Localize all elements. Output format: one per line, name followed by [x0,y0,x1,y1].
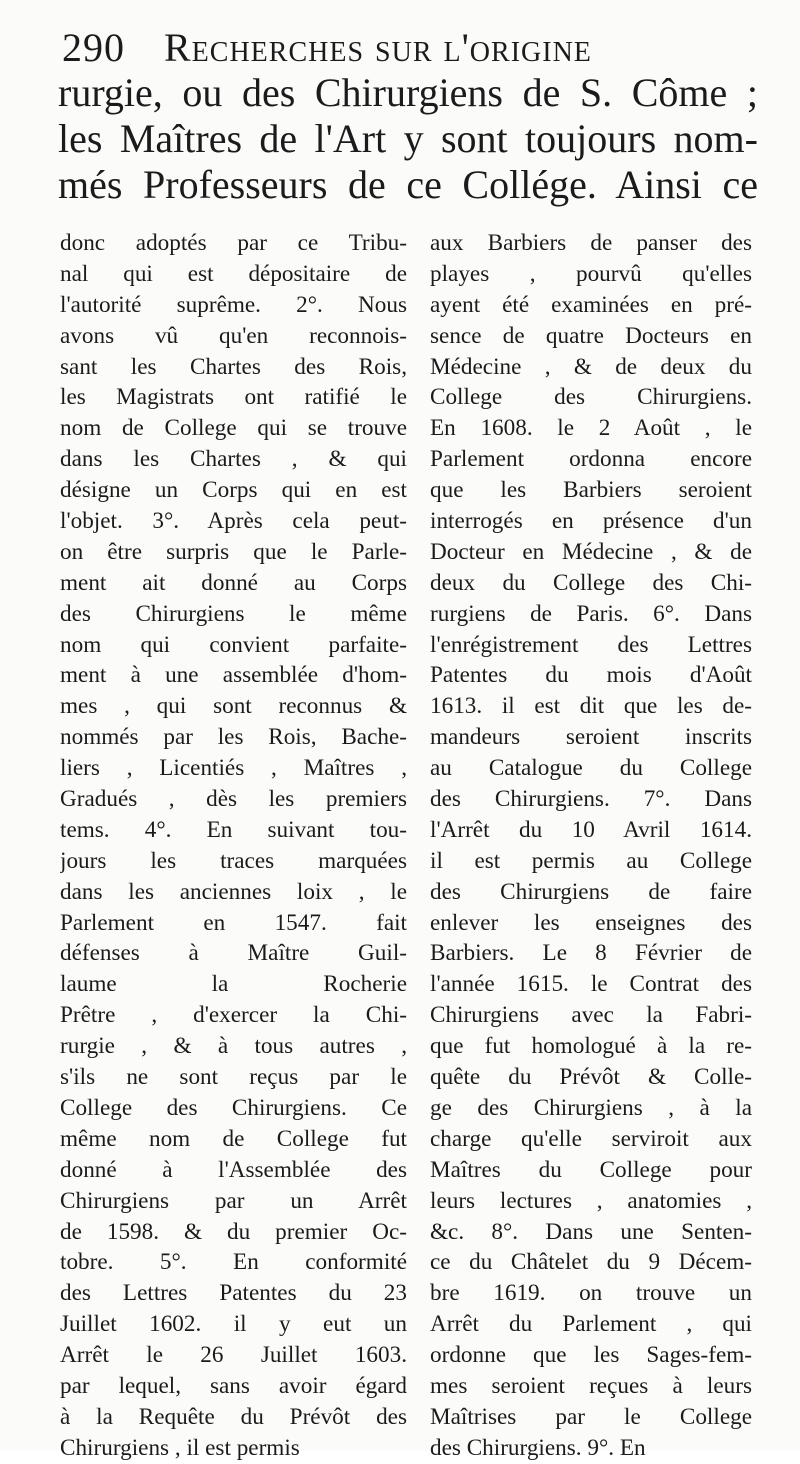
text-line: Gradués , dès les premiers [60,786,407,813]
text-line: Arrêt du Parlement , qui [430,1311,752,1338]
page-header [62,25,762,70]
text-line: donc adoptés par ce Tribu- [60,230,407,256]
text-line: à la Requête du Prévôt des [60,1403,407,1430]
text-line: les Maîtres de l'Art y sont toujours nom- [58,116,758,161]
continued-paragraph [58,70,758,208]
text-line: playes , pourvû qu'elles [430,260,752,287]
text-line: dans les Chartes , & qui [60,446,407,473]
text-line: les Magistrats ont ratifié le [60,384,407,411]
text-line: que les Barbiers seroient [430,477,752,504]
text-line: des Chirurgiens. 9°. En [430,1434,646,1461]
text-line: tems. 4°. En suivant tou- [60,816,407,843]
running-head: Recherches sur l'origine [164,25,592,70]
text-line: Chirurgiens par un Arrêt [60,1187,407,1214]
column-gutter [418,230,419,1410]
text-line: ordonne que les Sages-fem- [430,1342,752,1369]
text-line: mes seroient reçues à leurs [430,1372,752,1399]
text-line: deux du College des Chi- [430,569,752,596]
text-line: Parlement en 1547. fait [60,909,407,936]
text-line: l'année 1615. le Contrat des [430,971,752,998]
text-line: de 1598. & du premier Oc- [60,1218,407,1245]
text-line: Prêtre , d'exercer la Chi- [60,1002,407,1029]
text-line: mes , qui sont reconnus & [60,693,407,720]
text-line: En 1608. le 2 Août , le [430,415,752,442]
text-line: Patentes du mois d'Août [430,662,752,689]
text-line: aux Barbiers de panser des [430,230,752,256]
text-line: jours les traces marquées [60,847,407,874]
text-line: Médecine , & de deux du [430,353,752,380]
text-line: s'ils ne sont reçus par le [60,1064,407,1091]
text-line: l'Arrêt du 10 Avril 1614. [430,816,752,843]
text-line: Barbiers. Le 8 Février de [430,940,752,967]
text-line: même nom de College fut [60,1125,407,1152]
text-line: rurgie, ou des Chirurgiens de S. Côme ; [58,70,758,115]
text-line: que fut homologué à la re- [430,1033,752,1060]
text-line: il est permis au College [430,847,752,874]
text-line: Docteur en Médecine , & de [430,538,752,565]
text-line: on être surpris que le Parle- [60,538,407,565]
text-line: Juillet 1602. il y eut un [60,1311,407,1338]
text-line: &c. 8°. Dans une Senten- [430,1218,752,1245]
text-line: par lequel, sans avoir égard [60,1372,407,1399]
text-line: ment ait donné au Corps [60,569,407,596]
text-line: Maîtrises par le College [430,1403,752,1430]
text-line: l'objet. 3°. Après cela peut- [60,508,407,535]
text-line: 1613. il est dit que les de- [430,693,752,720]
text-line: des Chirurgiens le même [60,600,407,627]
text-line: charge qu'elle serviroit aux [430,1125,752,1152]
text-line: tobre. 5°. En conformité [60,1249,407,1276]
text-line: nom de College qui se trouve [60,415,407,442]
page-number: 290 [62,25,125,70]
text-line: College des Chirurgiens. Ce [60,1094,407,1121]
text-line: des Chirurgiens de faire [430,878,752,905]
text-line: rurgiens de Paris. 6°. Dans [430,600,752,627]
text-line: interrogés en présence d'un [430,508,752,535]
text-line: avons vû qu'en reconnois- [60,322,407,349]
text-line: désigne un Corps qui en est [60,477,407,504]
text-line: Chirurgiens avec la Fabri- [430,1002,752,1029]
text-line: nal qui est dépositaire de [60,260,407,287]
text-line: quête du Prévôt & Colle- [430,1064,752,1091]
text-line: donné à l'Assemblée des [60,1156,407,1183]
text-line: sant les Chartes des Rois, [60,353,407,380]
text-line: College des Chirurgiens. [430,384,752,411]
text-line: des Chirurgiens. 7°. Dans [430,786,752,813]
left-column [60,228,407,1464]
text-line: l'autorité suprême. 2°. Nous [60,291,407,318]
text-line: dans les anciennes loix , le [60,878,407,905]
text-line: ayent été examinées en pré- [430,291,752,318]
text-line: ge des Chirurgiens , à la [430,1094,752,1121]
text-line: bre 1619. on trouve un [430,1280,752,1307]
text-line: nommés par les Rois, Bache- [60,724,407,751]
text-line: mandeurs seroient inscrits [430,724,752,751]
text-line: au Catalogue du College [430,755,752,782]
text-line: enlever les enseignes des [430,909,752,936]
text-line: défenses à Maître Guil- [60,940,407,967]
text-line: l'enrégistrement des Lettres [430,631,752,658]
text-line: sence de quatre Docteurs en [430,322,752,349]
text-line: ment à une assemblée d'hom- [60,662,407,689]
text-line: Parlement ordonna encore [430,446,752,473]
text-line: més Professeurs de ce Collége. Ainsi ce [58,162,758,207]
text-line: leurs lectures , anatomies , [430,1187,752,1214]
text-line: nom qui convient parfaite- [60,631,407,658]
right-column [430,228,752,1464]
text-line: Maîtres du College pour [430,1156,752,1183]
text-line: liers , Licentiés , Maîtres , [60,755,407,782]
text-line: laume la Rocherie [60,971,407,998]
text-line: Chirurgiens , il est permis [60,1434,300,1461]
text-line: Arrêt le 26 Juillet 1603. [60,1342,407,1369]
text-line: rurgie , & à tous autres , [60,1033,407,1060]
text-line: ce du Châtelet du 9 Décem- [430,1249,752,1276]
text-line: des Lettres Patentes du 23 [60,1280,407,1307]
